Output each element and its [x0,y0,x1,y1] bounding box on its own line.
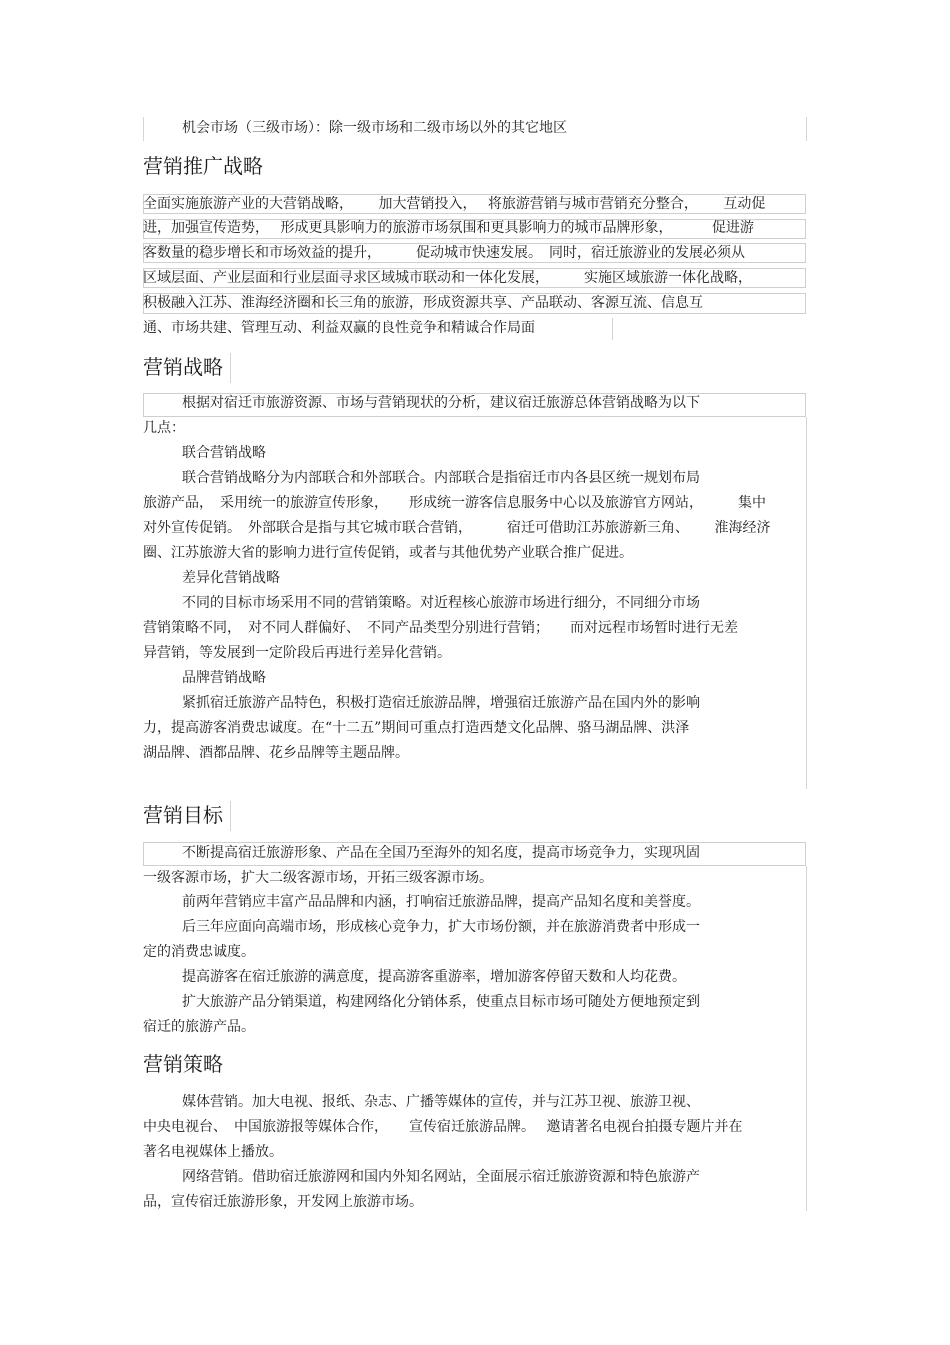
section-heading-goal: 营销目标 [143,803,223,827]
paragraph-line: 通、市场共建、管理互动、利益双赢的良性竞争和精诚合作局面 [143,320,535,336]
paragraph-line: 营销策略不同， 对不同人群偏好、 不同产品类型分别进行营销； 而对远程市场暂时进行无差 [143,620,738,636]
paragraph-line: 积极融入江苏、淮海经济圈和长三角的旅游，形成资源共享、产品联动、客源互流、信息互 [143,295,703,311]
frame-rule [806,866,807,1211]
paragraph-line: 网络营销。借助宿迁旅游网和国内外知名网站，全面展示宿迁旅游资源和特色旅游产 [182,1169,700,1185]
paragraph-line: 几点： [143,420,185,436]
paragraph-line: 中央电视台、 中国旅游报等媒体合作， 宣传宿迁旅游品牌。 邀请著名电视台拍摄专题片并在 [143,1119,743,1135]
paragraph-line: 提高游客在宿迁旅游的满意度，提高游客重游率，增加游客停留天数和人均花费。 [182,969,686,985]
paragraph-line: 品，宣传宿迁旅游形象，开发网上旅游市场。 [143,1194,423,1210]
frame-rule [143,117,144,141]
paragraph-line: 后三年应面向高端市场，形成核心竞争力，扩大市场份额，并在旅游消费者中形成一 [182,919,700,935]
paragraph-line: 前两年营销应丰富产品品牌和内涵，打响宿迁旅游品牌，提高产品知名度和美誉度。 [182,894,700,910]
paragraph-line: 不断提高宿迁旅游形象、产品在全国乃至海外的知名度，提高市场竞争力，实现巩固 [182,845,700,861]
section-heading-strategy: 营销战略 [143,355,223,379]
paragraph-line: 一级客源市场，扩大二级客源市场，开拓三级客源市场。 [143,870,493,886]
paragraph-line: 湖品牌、酒都品牌、花乡品牌等主题品牌。 [143,745,409,761]
subheading-joint-strategy: 联合营销战略 [182,445,266,461]
frame-rule [806,417,807,789]
frame-rule [806,117,807,141]
paragraph-line: 客数量的稳步增长和市场效益的提升， 促动城市快速发展。 同时，宿迁旅游业的发展必须从 [143,245,745,261]
paragraph-line: 区域层面、产业层面和行业层面寻求区域城市联动和一体化发展， 实施区域旅游一体化战略， [143,270,752,286]
paragraph-line: 全面实施旅游产业的大营销战略， 加大营销投入， 将旅游营销与城市营销充分整合， 互动促 [143,196,766,212]
paragraph-line: 宿迁的旅游产品。 [143,1019,255,1035]
frame-rule [612,318,613,340]
frame-rule [230,801,231,831]
paragraph-line: 媒体营销。加大电视、报纸、杂志、广播等媒体的宣传，并与江苏卫视、旅游卫视、 [182,1094,700,1110]
paragraph-line: 异营销，等发展到一定阶段后再进行差异化营销。 [143,645,451,661]
paragraph-line: 定的消费忠诚度。 [143,944,255,960]
paragraph-line: 不同的目标市场采用不同的营销策略。对近程核心旅游市场进行细分，不同细分市场 [182,595,700,611]
paragraph-line: 紧抓宿迁旅游产品特色，积极打造宿迁旅游品牌，增强宿迁旅游产品在国内外的影响 [182,695,700,711]
paragraph-line: 旅游产品， 采用统一的旅游宣传形象， 形成统一游客信息服务中心以及旅游官方网站， 集中 [143,495,766,511]
paragraph-line: 进，加强宣传造势， 形成更具影响力的旅游市场氛围和更具影响力的城市品牌形象， 促进游 [143,220,754,236]
frame-rule [230,353,231,383]
paragraph-line: 联合营销战略分为内部联合和外部联合。内部联合是指宿迁市内各县区统一规划布局 [182,470,700,486]
paragraph-line: 力，提高游客消费忠诚度。在“十二五”期间可重点打造西楚文化品牌、骆马湖品牌、洪泽 [143,720,690,736]
subheading-differentiation-strategy: 差异化营销战略 [182,570,280,586]
paragraph-line: 著名电视媒体上播放。 [143,1144,283,1160]
section-heading-tactics: 营销策略 [143,1052,223,1076]
subheading-brand-strategy: 品牌营销战略 [182,670,266,686]
paragraph-line: 对外宣传促销。 外部联合是指与其它城市联合营销， 宿迁可借助江苏旅游新三角、 淮海经济 [143,520,771,536]
intro-line: 机会市场（三级市场）：除一级市场和二级市场以外的其它地区 [182,120,567,136]
paragraph-line: 根据对宿迁市旅游资源、市场与营销现状的分析，建议宿迁旅游总体营销战略为以下 [182,395,700,411]
paragraph-line: 圈、江苏旅游大省的影响力进行宣传促销，或者与其他优势产业联合推广促进。 [143,545,633,561]
paragraph-line: 扩大旅游产品分销渠道，构建网络化分销体系，使重点目标市场可随处方便地预定到 [182,994,700,1010]
section-heading-promotion: 营销推广战略 [143,154,263,178]
